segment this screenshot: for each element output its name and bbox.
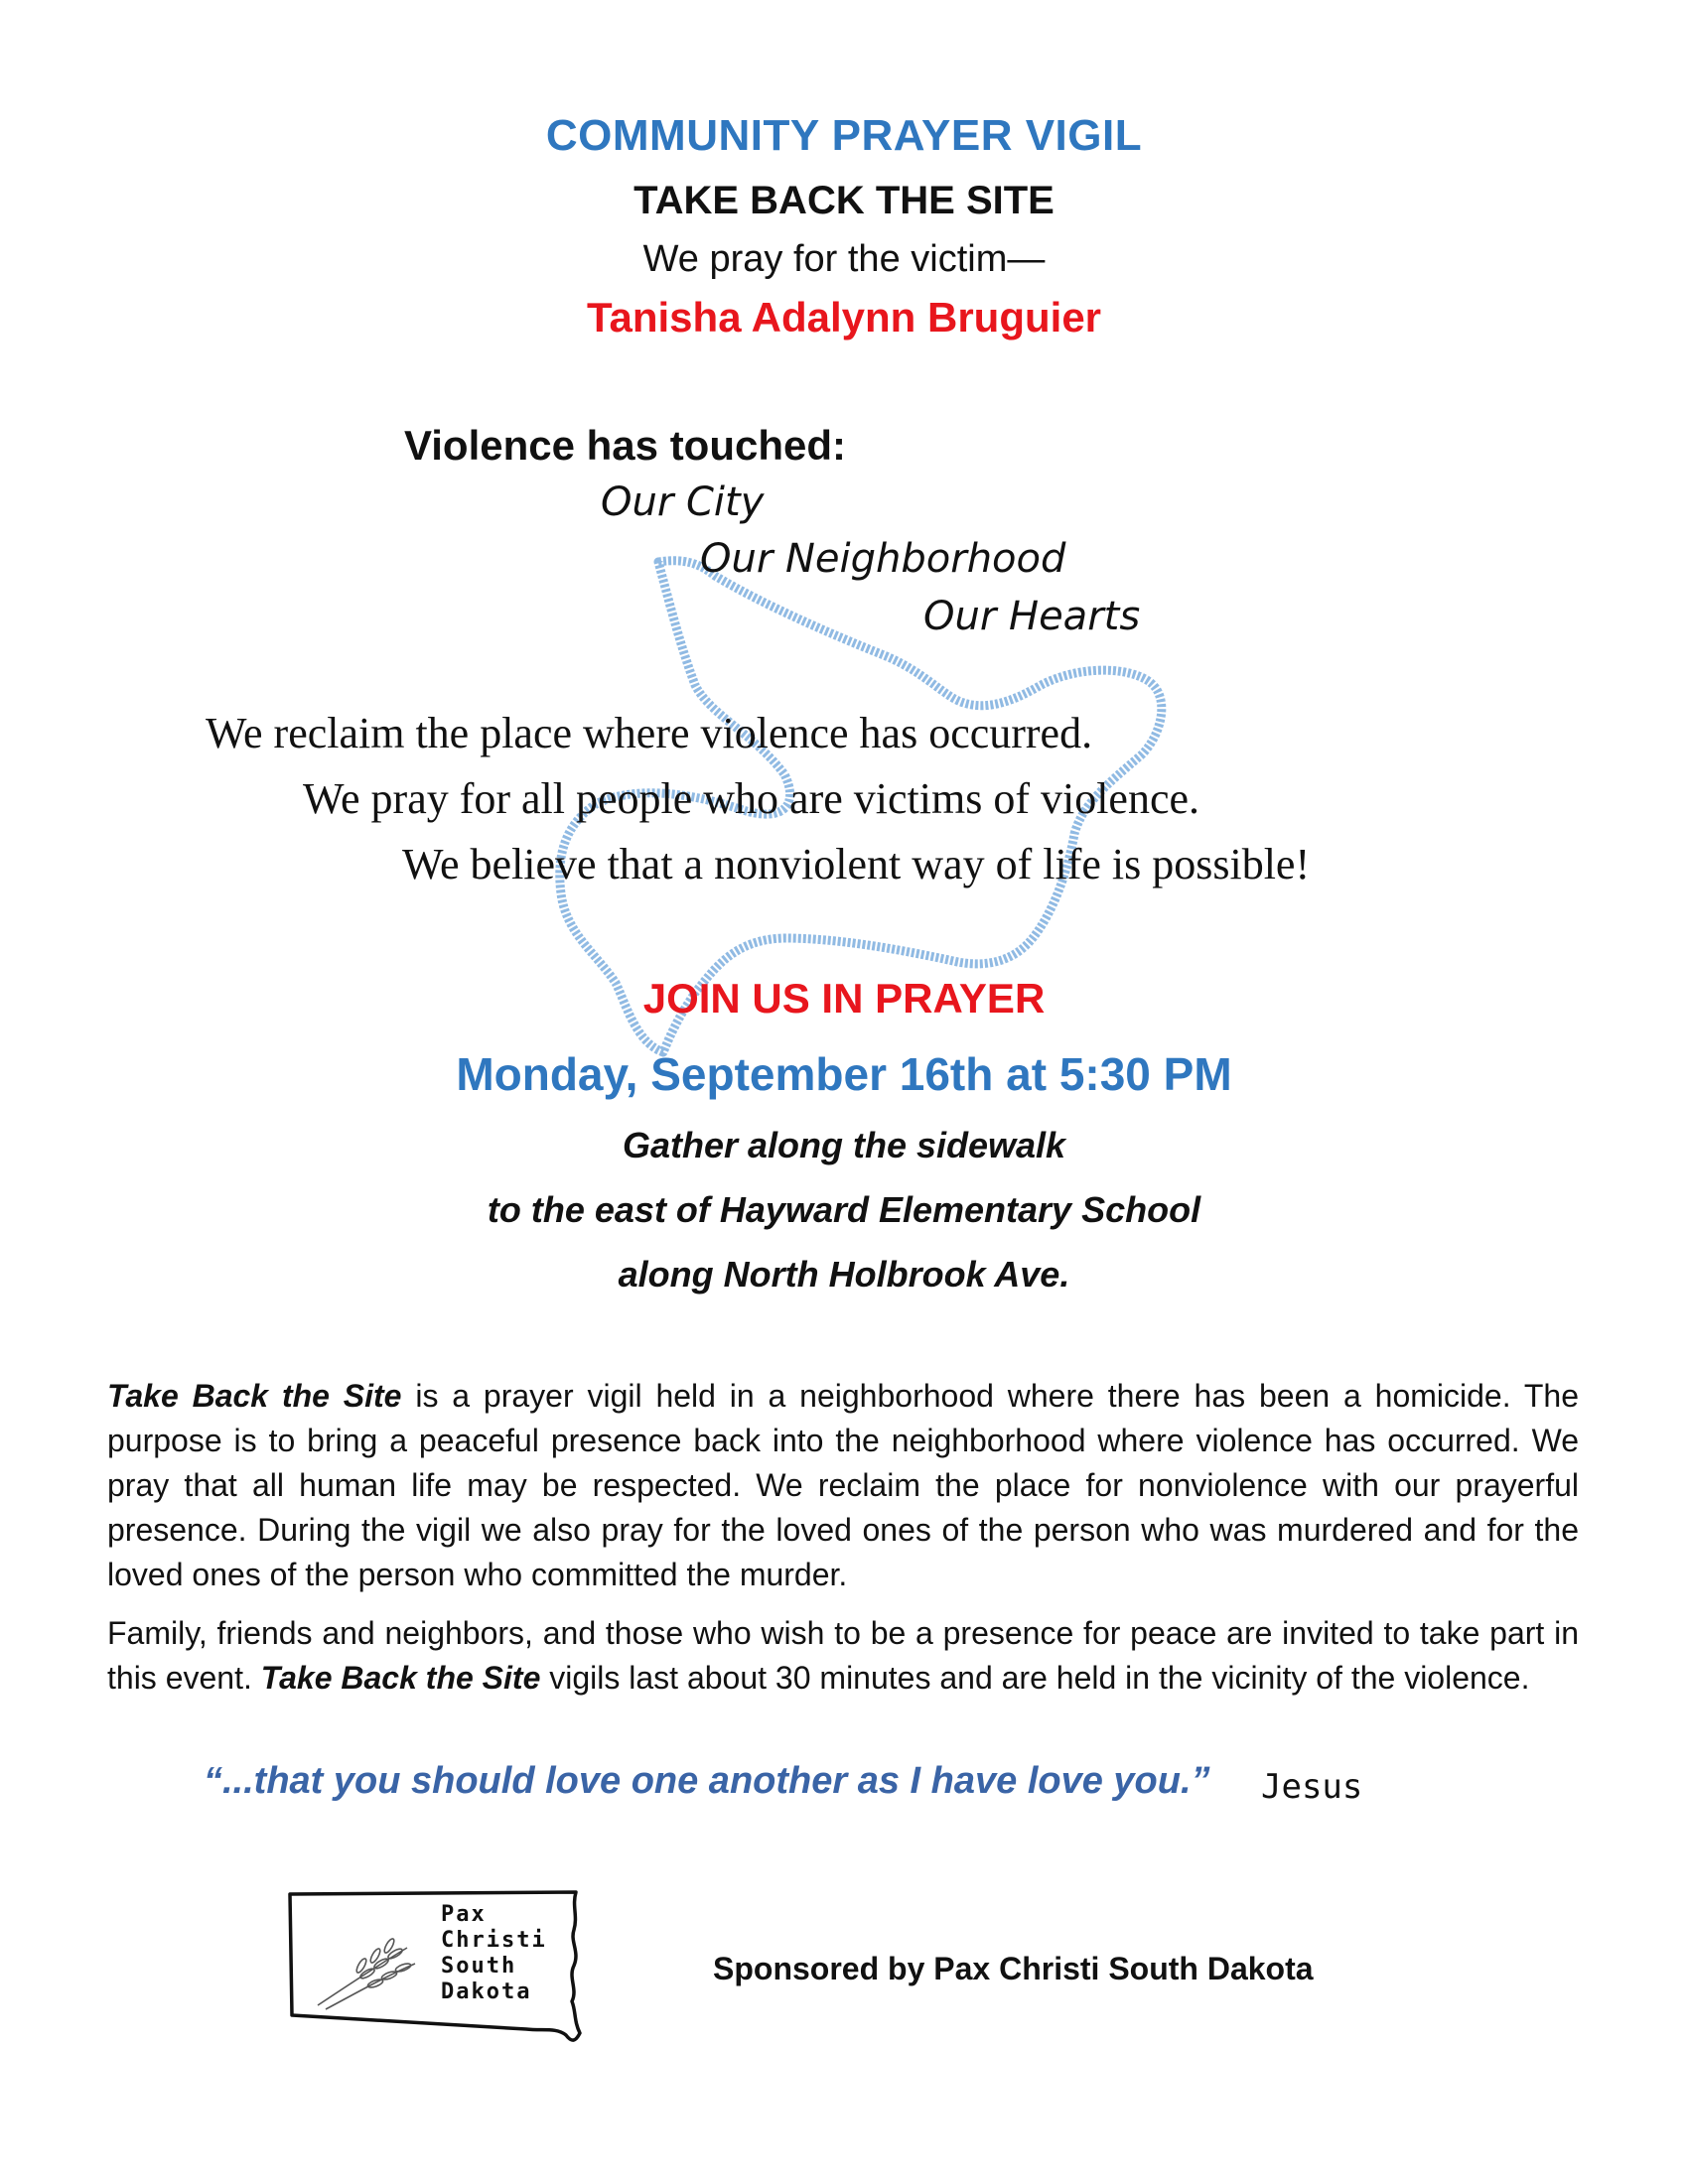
join-us-heading: JOIN US IN PRAYER bbox=[642, 975, 1046, 1022]
touched-line-neighborhood: Our Neighborhood bbox=[700, 536, 1066, 582]
wheat-icon bbox=[318, 1938, 415, 2009]
location-line: Gather along the sidewalk bbox=[622, 1125, 1066, 1165]
touched-line-city: Our City bbox=[601, 479, 765, 525]
logo-line: Dakota bbox=[441, 1979, 532, 2004]
logo-line: South bbox=[441, 1954, 517, 1979]
believe-line: We believe that a nonviolent way of life is possible! bbox=[402, 840, 1311, 888]
reclaim-line: We reclaim the place where violence has occurred. bbox=[206, 709, 1093, 757]
logo-line: Christi bbox=[441, 1928, 547, 1953]
location-line: to the east of Hayward Elementary School bbox=[487, 1189, 1201, 1230]
touched-line-hearts: Our Hearts bbox=[923, 594, 1141, 639]
pray-all-line: We pray for all people who are victims of violence. bbox=[303, 774, 1200, 823]
event-date-time: Monday, September 16th at 5:30 PM bbox=[456, 1048, 1232, 1100]
description-paragraph-1 bbox=[107, 1374, 1579, 1597]
description-paragraph-2 bbox=[107, 1611, 1579, 1701]
scripture-quote: “...that you should love one another as I have love you.” bbox=[204, 1760, 1210, 1802]
victim-name: Tanisha Adalynn Bruguier bbox=[586, 294, 1102, 341]
sponsor-text: Sponsored by Pax Christi South Dakota bbox=[713, 1951, 1314, 1986]
pray-for-victim-line: We pray for the victim— bbox=[642, 238, 1046, 280]
page-title: COMMUNITY PRAYER VIGIL bbox=[545, 111, 1143, 160]
violence-touched-heading: Violence has touched: bbox=[404, 422, 846, 469]
pax-christi-logo-text bbox=[441, 1902, 547, 2005]
description-text: Family, friends and neighbors, and those who wish to be a presence for peace are invited to take part in this event. bbox=[107, 1615, 1579, 1696]
page-subtitle: TAKE BACK THE SITE bbox=[633, 179, 1055, 222]
description-text: is a prayer vigil held in a neighborhood where there has been a homicide. The purpose is to bring a peaceful presence back into the neighborhood where violence has occurred. We pray that all human life may be respected. We reclaim the place for nonviolence with our prayerful presence. During the vigil we also pray for the loved ones of the person who was murdered and for the loved ones of the person who committed the murder. bbox=[107, 1378, 1580, 1592]
logo-line: Pax bbox=[441, 1902, 487, 1927]
take-back-the-site-emphasis: Take Back the Site bbox=[107, 1378, 402, 1414]
quote-author: Jesus bbox=[1261, 1767, 1363, 1807]
location-line: along North Holbrook Ave. bbox=[618, 1254, 1070, 1295]
description-text: vigils last about 30 minutes and are held in the vicinity of the violence. bbox=[540, 1660, 1530, 1696]
take-back-the-site-emphasis: Take Back the Site bbox=[260, 1660, 541, 1696]
